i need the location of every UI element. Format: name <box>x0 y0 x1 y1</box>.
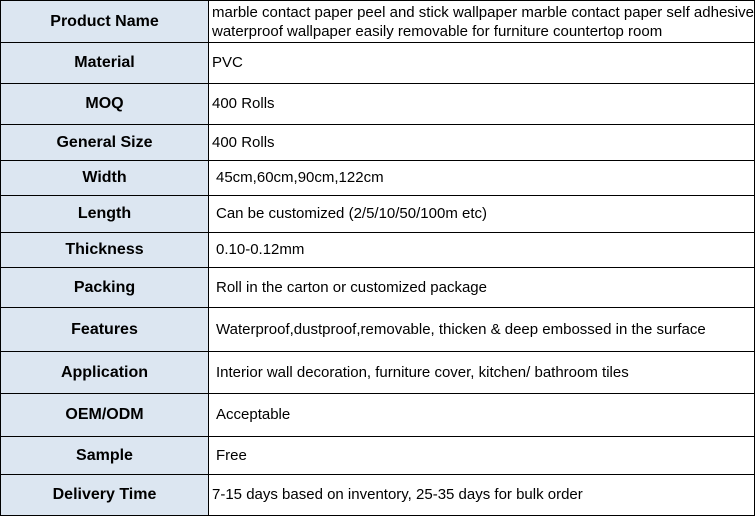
row-value-width: 45cm,60cm,90cm,122cm <box>209 161 755 196</box>
row-value-packing: Roll in the carton or customized package <box>209 268 755 308</box>
table-row <box>1 43 755 84</box>
table-row <box>1 161 755 196</box>
row-label-features: Features <box>1 308 209 352</box>
table-row <box>1 475 755 516</box>
row-value-length: Can be customized (2/5/10/50/100m etc) <box>209 196 755 233</box>
row-label-moq: MOQ <box>1 84 209 125</box>
row-label-application: Application <box>1 352 209 394</box>
table-row <box>1 394 755 437</box>
row-value-sample: Free <box>209 437 755 475</box>
row-label-delivery-time: Delivery Time <box>1 475 209 516</box>
row-value-oem-odm: Acceptable <box>209 394 755 437</box>
table-row <box>1 437 755 475</box>
row-value-material: PVC <box>209 43 755 84</box>
row-value-delivery-time: 7-15 days based on inventory, 25-35 days for bulk order <box>209 475 755 516</box>
row-label-oem-odm: OEM/ODM <box>1 394 209 437</box>
row-label-general-size: General Size <box>1 125 209 161</box>
row-value-general-size: 400 Rolls <box>209 125 755 161</box>
row-label-length: Length <box>1 196 209 233</box>
row-value-features: Waterproof,dustproof,removable, thicken & deep embossed in the surface <box>209 308 755 352</box>
table-row <box>1 352 755 394</box>
row-label-thickness: Thickness <box>1 233 209 268</box>
row-value-application: Interior wall decoration, furniture cover, kitchen/ bathroom tiles <box>209 352 755 394</box>
row-label-sample: Sample <box>1 437 209 475</box>
table-row <box>1 196 755 233</box>
row-label-material: Material <box>1 43 209 84</box>
row-label-width: Width <box>1 161 209 196</box>
row-label-packing: Packing <box>1 268 209 308</box>
table-row <box>1 125 755 161</box>
row-label-product-name: Product Name <box>1 1 209 43</box>
table-row <box>1 308 755 352</box>
table-row <box>1 84 755 125</box>
row-value-moq: 400 Rolls <box>209 84 755 125</box>
row-value-thickness: 0.10-0.12mm <box>209 233 755 268</box>
table-row <box>1 1 755 43</box>
table-row <box>1 233 755 268</box>
row-value-product-name: marble contact paper peel and stick wallpaper marble contact paper self adhesive waterproof wallpaper easily removable for furniture countertop room <box>209 1 755 43</box>
table-row <box>1 268 755 308</box>
